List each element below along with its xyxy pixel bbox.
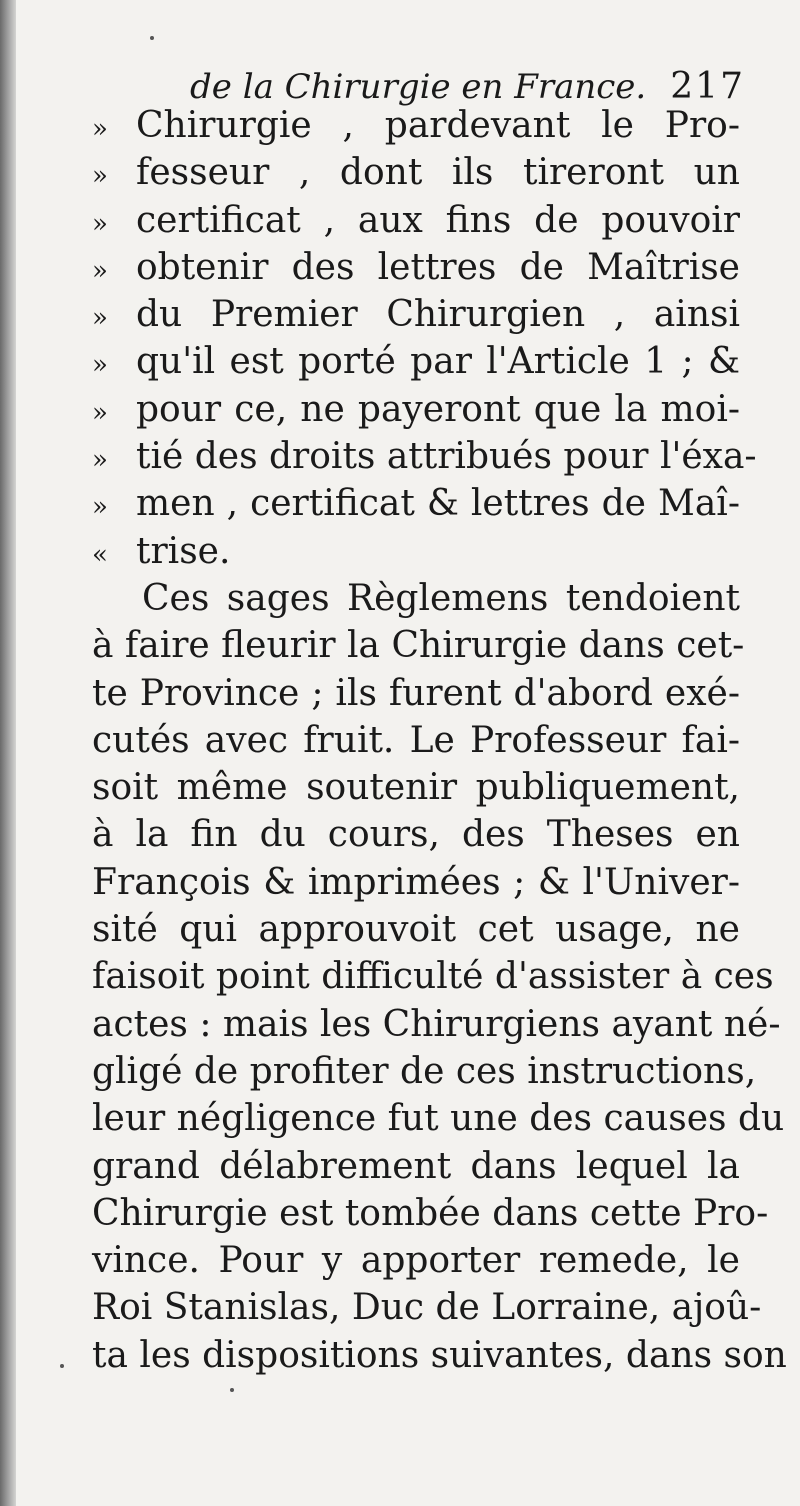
quoted-line-text: fesseur , dont ils tireront un [136,152,740,194]
quote-mark: » [92,161,108,192]
paragraph-line-text: Ces sages Règlemens tendoient [142,577,740,619]
quoted-line-text: qu'il est porté par l'Article 1 ; & [136,341,740,383]
ink-speck [230,1388,234,1392]
quote-mark: » [92,397,108,428]
paragraph-line [92,575,740,622]
paragraph-line: cutés avec fruit. Le Professeur fai- [92,719,740,761]
quote-mark: » [92,445,108,476]
ink-speck [150,36,154,40]
quoted-line-text: trise. [136,530,231,572]
quoted-line-text: certificat , aux fins de pouvoir [136,199,740,241]
quoted-line-text: Chirurgie , pardevant le Pro- [136,105,740,146]
quoted-line-text: du Premier Chirurgien , ainsi [136,294,740,336]
quote-mark: » [92,303,108,334]
body-text [92,102,787,1379]
quoted-line-text: tié des droits attribués pour l'éxa- [136,436,757,478]
running-title: de la Chirurgie en France. [190,67,647,107]
quote-mark: » [92,255,108,286]
quoted-line [92,528,740,575]
quoted-line-text: obtenir des lettres de Maîtrise [136,246,740,288]
paragraph-line: ta les dispositions suivantes, dans son [92,1334,787,1376]
paragraph-line: grand délabrement dans lequel la [92,1145,740,1187]
page-binding-edge [0,0,16,1506]
paragraph-line: Roi Stanislas, Duc de Lorraine, ajoû- [92,1287,762,1329]
paragraph-line: gligé de profiter de ces instructions, [92,1050,757,1092]
quote-mark: » [92,208,108,239]
paragraph-line: Chirurgie est tombée dans cette Pro- [92,1192,769,1234]
paragraph-line: soit même soutenir publiquement, [92,767,740,809]
ink-speck [60,1364,64,1368]
quoted-line [92,149,740,196]
quoted-line [92,291,740,338]
quoted-line [92,197,740,244]
paragraph-line: leur négligence fut une des causes du [92,1098,785,1140]
paragraph-line: à la fin du cours, des Theses en [92,814,740,856]
paragraph-line: sité qui approuvoit cet usage, ne [92,909,740,951]
paragraph-line: à faire fleurir la Chirurgie dans cet- [92,625,745,667]
quote-mark: » [92,492,108,523]
quoted-line [92,480,740,527]
quoted-line [92,433,757,480]
quote-mark: » [92,114,108,144]
quote-mark: » [92,350,108,381]
paragraph-line: faisoit point difficulté d'assister à ces [92,956,774,998]
page-number: 217 [670,66,745,107]
paragraph-line: te Province ; ils furent d'abord exé- [92,672,740,714]
paragraph-line: vince. Pour y apporter remede, le [92,1240,740,1282]
closing-quote-mark: « [92,539,108,570]
quoted-line [92,338,740,385]
paragraph-line: actes : mais les Chirurgiens ayant né- [92,1003,781,1045]
quoted-line-text: pour ce, ne payeront que la moi- [136,388,740,430]
quoted-line-text: men , certificat & lettres de Maî- [136,483,740,525]
quoted-line [92,102,740,149]
quoted-line [92,244,740,291]
quoted-line [92,386,740,433]
paragraph-line: François & imprimées ; & l'Univer- [92,861,740,903]
